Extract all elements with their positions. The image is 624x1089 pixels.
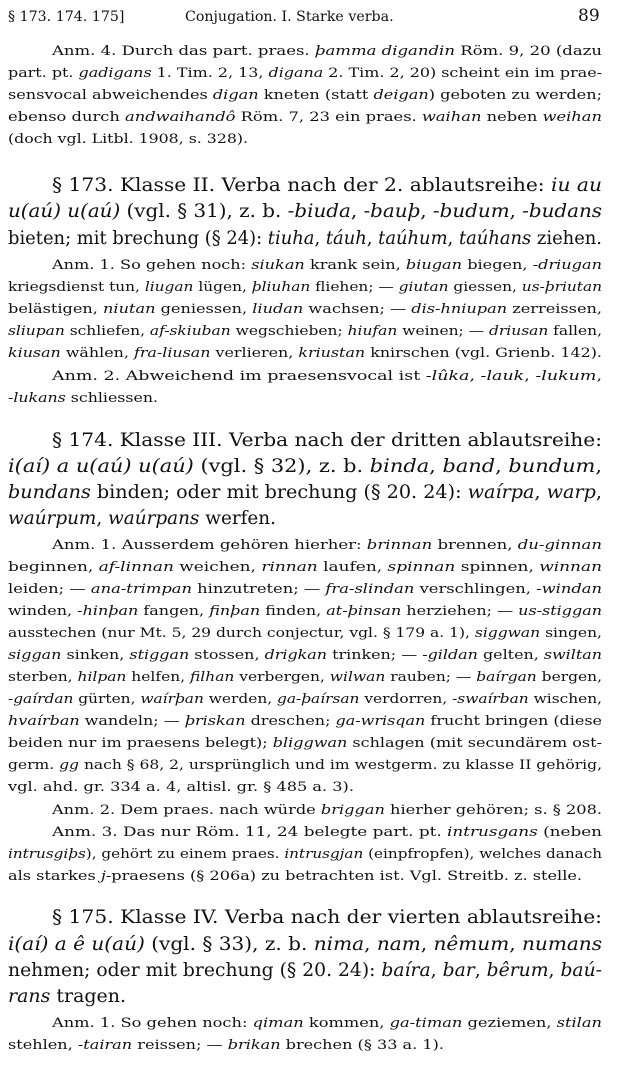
running-head-left: § 173. 174. 175] — [8, 9, 125, 25]
text-line: als starkes j-praesens (§ 206a) zu betrachten ist. Vgl. Streitb. z. stelle. — [8, 869, 582, 884]
text-line: Anm. 2. Dem praes. nach würde briggan hierher gehören; s. § 208. — [52, 803, 602, 818]
text-line: kiusan wählen, fra-liusan verlieren, kriustan knirschen (vgl. Grienb. 142). — [8, 346, 602, 361]
text-line: beiden nur im praesens belegt); bliggwan schlagen (mit secundärem ost- — [8, 736, 602, 751]
text-line: -gaírdan gürten, waírþan werden, ga-þaírsan verdorren, -swaírban wischen, — [8, 692, 602, 707]
text-line: kriegsdienst tun, liugan lügen, þliuhan fliehen; — giutan giessen, us-þriutan — [8, 280, 602, 295]
text-line: Anm. 3. Das nur Röm. 11, 24 belegte part. pt. intrusgans (neben — [52, 825, 602, 840]
section-heading-line: § 174. Klasse III. Verba nach der dritten ablautsreihe: — [52, 430, 602, 451]
section-heading-line: § 173. Klasse II. Verba nach der 2. ablautsreihe: iu au — [52, 175, 602, 196]
running-head-title: Conjugation. I. Starke verba. — [185, 9, 394, 25]
text-line: Anm. 4. Durch das part. praes. þamma digandin Röm. 9, 20 (dazu — [52, 44, 602, 59]
section-heading-line: nehmen; oder mit brechung (§ 20. 24): baíra, bar, bêrum, baú- — [8, 960, 602, 981]
text-line: sterben, hilpan helfen, filhan verbergen, wilwan rauben; — baírgan bergen, — [8, 670, 602, 685]
text-line: intrusgiþs), gehört zu einem praes. intrusgjan (einpfropfen), welches danach — [8, 847, 602, 862]
section-heading-line: bundans binden; oder mit brechung (§ 20. 24): waírpa, warp, — [8, 482, 602, 503]
section-heading-line: § 175. Klasse IV. Verba nach der vierten ablautsreihe: — [52, 907, 602, 928]
text-line: part. pt. gadigans 1. Tim. 2, 13, digana 2. Tim. 2, 20) scheint ein im prae- — [8, 66, 602, 81]
text-line: (doch vgl. Litbl. 1908, s. 328). — [8, 132, 248, 147]
text-line: vgl. ahd. gr. 334 a. 4, altisl. gr. § 485 a. 3). — [8, 780, 354, 795]
text-line: -lukans schliessen. — [8, 391, 158, 406]
text-line: winden, -hinþan fangen, finþan finden, at-þinsan herziehen; — us-stiggan — [8, 604, 602, 619]
section-heading-line: i(aí) a u(aú) u(aú) (vgl. § 32), z. b. binda, band, bundum, — [8, 456, 602, 477]
section-heading-line: waúrpum, waúrpans werfen. — [8, 508, 276, 529]
section-heading-line: i(aí) a ê u(aú) (vgl. § 33), z. b. nima, nam, nêmum, numans — [8, 934, 602, 955]
text-line: Anm. 2. Abweichend im praesensvocal ist -lûka, -lauk, -lukum, — [52, 369, 602, 384]
text-line: germ. gg nach § 68, 2, ursprünglich und im westgerm. zu klasse II gehörig, — [8, 758, 603, 773]
text-line: siggan sinken, stiggan stossen, drigkan trinken; — -gildan gelten, swiltan — [8, 648, 602, 663]
text-line: ebenso durch andwaihandô Röm. 7, 23 ein praes. waihan neben weihan — [8, 110, 602, 125]
text-line: stehlen, -tairan reissen; — brikan brechen (§ 33 a. 1). — [8, 1038, 444, 1053]
text-line: belästigen, niutan geniessen, liudan wachsen; — dis-hniupan zerreissen, — [8, 302, 602, 317]
text-line: Anm. 1. So gehen noch: siukan krank sein, biugan biegen, -driugan — [52, 258, 602, 273]
text-line: leiden; — ana-trimpan hinzutreten; — fra-slindan verschlingen, -windan — [8, 582, 602, 597]
text-line: hvaírban wandeln; — þriskan dreschen; ga-wrisqan frucht bringen (diese — [8, 714, 602, 729]
text-line: ausstechen (nur Mt. 5, 29 durch conjectur, vgl. § 179 a. 1), siggwan singen, — [8, 626, 602, 641]
section-heading-line: u(aú) u(aú) (vgl. § 31), z. b. -biuda, -bauþ, -budum, -budans — [8, 201, 602, 222]
text-line: sensvocal abweichendes digan kneten (statt deigan) geboten zu werden; — [8, 88, 602, 103]
text-line: sliupan schliefen, af-skiuban wegschieben; hiufan weinen; — driusan fallen, — [8, 324, 602, 339]
text-line: beginnen, af-linnan weichen, rinnan laufen, spinnan spinnen, winnan — [8, 560, 602, 575]
page-number: 89 — [578, 6, 600, 26]
section-heading-line: rans tragen. — [8, 986, 126, 1007]
text-line: Anm. 1. Ausserdem gehören hierher: brinnan brennen, du-ginnan — [52, 538, 602, 553]
section-heading-line: bieten; mit brechung (§ 24): tiuha, táuh, taúhum, taúhans ziehen. — [8, 228, 602, 249]
text-line: Anm. 1. So gehen noch: qiman kommen, ga-timan geziemen, stilan — [52, 1016, 602, 1031]
